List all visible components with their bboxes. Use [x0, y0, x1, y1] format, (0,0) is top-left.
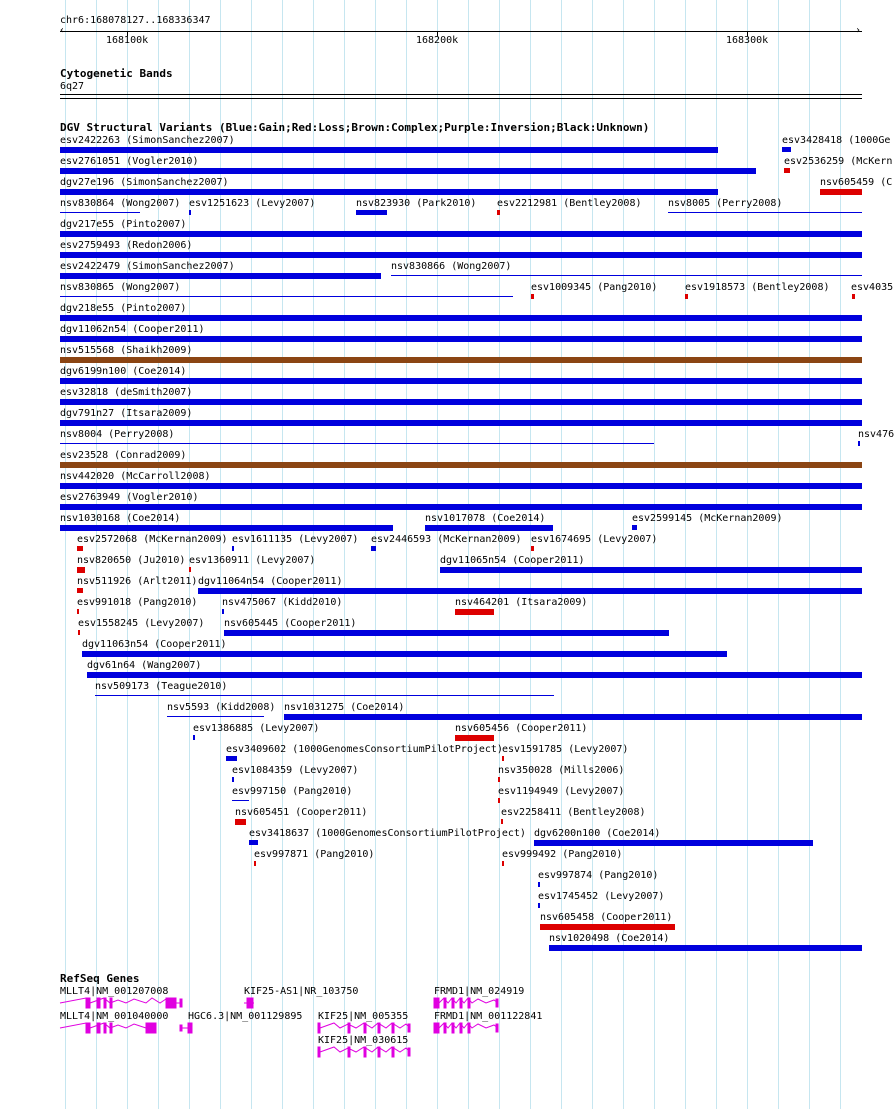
gene-model-mllt4-1: [60, 998, 182, 1008]
ruler-tick-label: 168100k: [106, 35, 149, 46]
feature-label[interactable]: dgv11065n54 (Cooper2011): [440, 555, 585, 566]
gene-model-hgc6-3: [180, 1023, 192, 1033]
feature-label[interactable]: esv999492 (Pang2010): [502, 849, 623, 860]
feature-label[interactable]: esv2258411 (Bentley2008): [501, 807, 646, 818]
feature-label[interactable]: esv3418637 (1000GenomesConsortiumPilotProject): [249, 828, 526, 839]
gene-model-frmd1-1: [434, 998, 498, 1008]
feature-label[interactable]: nsv509173 (Teague2010): [95, 681, 228, 692]
feature-label[interactable]: nsv475067 (Kidd2010): [222, 597, 343, 608]
feature-label[interactable]: esv23528 (Conrad2009): [60, 450, 187, 461]
feature-label[interactable]: nsv820650 (Ju2010): [77, 555, 186, 566]
feature-label[interactable]: nsv476: [858, 429, 894, 440]
feature-label[interactable]: nsv830864 (Wong2007): [60, 198, 181, 209]
feature-label[interactable]: nsv1030168 (Coe2014): [60, 513, 181, 524]
gene-model-kif25-as1: [244, 998, 254, 1008]
ruler-arrow-right-icon[interactable]: ›: [855, 25, 862, 36]
feature-label[interactable]: esv1745452 (Levy2007): [538, 891, 665, 902]
feature-label[interactable]: dgv11064n54 (Cooper2011): [198, 576, 343, 587]
gene-label[interactable]: KIF25|NM_005355: [318, 1011, 409, 1022]
gene-label[interactable]: FRMD1|NM_001122841: [434, 1011, 543, 1022]
gene-label[interactable]: MLLT4|NM_001040000: [60, 1011, 169, 1022]
gene-model-kif25-2: [318, 1047, 410, 1057]
feature-label[interactable]: esv3428418 (1000Ge: [782, 135, 891, 146]
feature-label[interactable]: nsv5593 (Kidd2008): [167, 702, 276, 713]
gene-label[interactable]: KIF25-AS1|NR_103750: [244, 986, 359, 997]
ruler-tick-label: 168200k: [416, 35, 459, 46]
feature-label[interactable]: dgv6199n100 (Coe2014): [60, 366, 187, 377]
feature-label[interactable]: nsv511926 (Arlt2011): [77, 576, 198, 587]
feature-label[interactable]: esv2759493 (Redon2006): [60, 240, 193, 251]
feature-label[interactable]: nsv830865 (Wong2007): [60, 282, 181, 293]
gene-model-frmd1-2: [434, 1023, 498, 1033]
feature-label[interactable]: esv2599145 (McKernan2009): [632, 513, 783, 524]
feature-label[interactable]: esv1918573 (Bentley2008): [685, 282, 830, 293]
feature-label[interactable]: nsv464201 (Itsara2009): [455, 597, 588, 608]
feature-label[interactable]: nsv515568 (Shaikh2009): [60, 345, 193, 356]
feature-label[interactable]: nsv350028 (Mills2006): [498, 765, 625, 776]
cytoband-track-title[interactable]: Cytogenetic Bands: [60, 67, 173, 80]
feature-label[interactable]: dgv218e55 (Pinto2007): [60, 303, 187, 314]
feature-label[interactable]: nsv442020 (McCarroll2008): [60, 471, 211, 482]
feature-label[interactable]: nsv8004 (Perry2008): [60, 429, 175, 440]
gene-model-mllt4-2: [60, 1023, 156, 1033]
feature-label[interactable]: nsv830866 (Wong2007): [391, 261, 512, 272]
feature-label[interactable]: dgv6200n100 (Coe2014): [534, 828, 661, 839]
gene-label[interactable]: FRMD1|NM_024919: [434, 986, 525, 997]
feature-label[interactable]: dgv791n27 (Itsara2009): [60, 408, 193, 419]
feature-label[interactable]: dgv11063n54 (Cooper2011): [82, 639, 227, 650]
feature-label[interactable]: esv1360911 (Levy2007): [189, 555, 316, 566]
feature-label[interactable]: esv1591785 (Levy2007): [502, 744, 629, 755]
feature-label[interactable]: nsv605459 (C: [820, 177, 893, 188]
feature-label[interactable]: nsv1031275 (Coe2014): [284, 702, 405, 713]
feature-label[interactable]: nsv605456 (Cooper2011): [455, 723, 588, 734]
feature-label[interactable]: nsv8005 (Perry2008): [668, 198, 783, 209]
feature-label[interactable]: dgv27e196 (SimonSanchez2007): [60, 177, 229, 188]
feature-label[interactable]: nsv605458 (Cooper2011): [540, 912, 673, 923]
feature-label[interactable]: esv4035: [851, 282, 894, 293]
feature-label[interactable]: esv1194949 (Levy2007): [498, 786, 625, 797]
feature-label[interactable]: esv3409602 (1000GenomesConsortiumPilotProject): [226, 744, 503, 755]
feature-label[interactable]: esv2536259 (McKern: [784, 156, 893, 167]
feature-label[interactable]: esv2212981 (Bentley2008): [497, 198, 642, 209]
dgv-track-title[interactable]: DGV Structural Variants (Blue:Gain;Red:Loss;Brown:Complex;Purple:Inversion;Black:Unknown): [60, 121, 650, 134]
gene-label[interactable]: MLLT4|NM_001207008: [60, 986, 169, 997]
gene-model-kif25-1: [318, 1023, 410, 1033]
feature-label[interactable]: esv997150 (Pang2010): [232, 786, 353, 797]
feature-label[interactable]: esv2446593 (McKernan2009): [371, 534, 522, 545]
feature-label[interactable]: esv997874 (Pang2010): [538, 870, 659, 881]
ruler-tick-label: 168300k: [726, 35, 769, 46]
feature-label[interactable]: esv1084359 (Levy2007): [232, 765, 359, 776]
feature-label[interactable]: esv1611135 (Levy2007): [232, 534, 359, 545]
feature-label[interactable]: esv997871 (Pang2010): [254, 849, 375, 860]
feature-label[interactable]: esv2761051 (Vogler2010): [60, 156, 199, 167]
feature-label[interactable]: dgv217e55 (Pinto2007): [60, 219, 187, 230]
feature-label[interactable]: nsv1020498 (Coe2014): [549, 933, 670, 944]
feature-label[interactable]: esv2422479 (SimonSanchez2007): [60, 261, 235, 272]
feature-label[interactable]: dgv61n64 (Wang2007): [87, 660, 202, 671]
refseq-track-title[interactable]: RefSeq Genes: [60, 972, 140, 985]
feature-label[interactable]: nsv605445 (Cooper2011): [224, 618, 357, 629]
feature-label[interactable]: esv2572068 (McKernan2009): [77, 534, 228, 545]
feature-label[interactable]: esv1558245 (Levy2007): [78, 618, 205, 629]
feature-label[interactable]: esv991018 (Pang2010): [77, 597, 198, 608]
feature-label[interactable]: esv2422263 (SimonSanchez2007): [60, 135, 235, 146]
feature-label[interactable]: esv1009345 (Pang2010): [531, 282, 658, 293]
feature-label[interactable]: esv2763949 (Vogler2010): [60, 492, 199, 503]
feature-label[interactable]: esv1251623 (Levy2007): [189, 198, 316, 209]
feature-label[interactable]: esv1386885 (Levy2007): [193, 723, 320, 734]
feature-label[interactable]: nsv1017078 (Coe2014): [425, 513, 546, 524]
feature-label[interactable]: dgv11062n54 (Cooper2011): [60, 324, 205, 335]
feature-label[interactable]: nsv823930 (Park2010): [356, 198, 477, 209]
cytoband-label[interactable]: 6q27: [60, 81, 85, 92]
feature-label[interactable]: esv1674695 (Levy2007): [531, 534, 658, 545]
locus-label: chr6:168078127..168336347: [60, 15, 211, 26]
gene-label[interactable]: KIF25|NM_030615: [318, 1035, 409, 1046]
feature-label[interactable]: nsv605451 (Cooper2011): [235, 807, 368, 818]
gene-label[interactable]: HGC6.3|NM_001129895: [188, 1011, 303, 1022]
feature-label[interactable]: esv32818 (deSmith2007): [60, 387, 193, 398]
